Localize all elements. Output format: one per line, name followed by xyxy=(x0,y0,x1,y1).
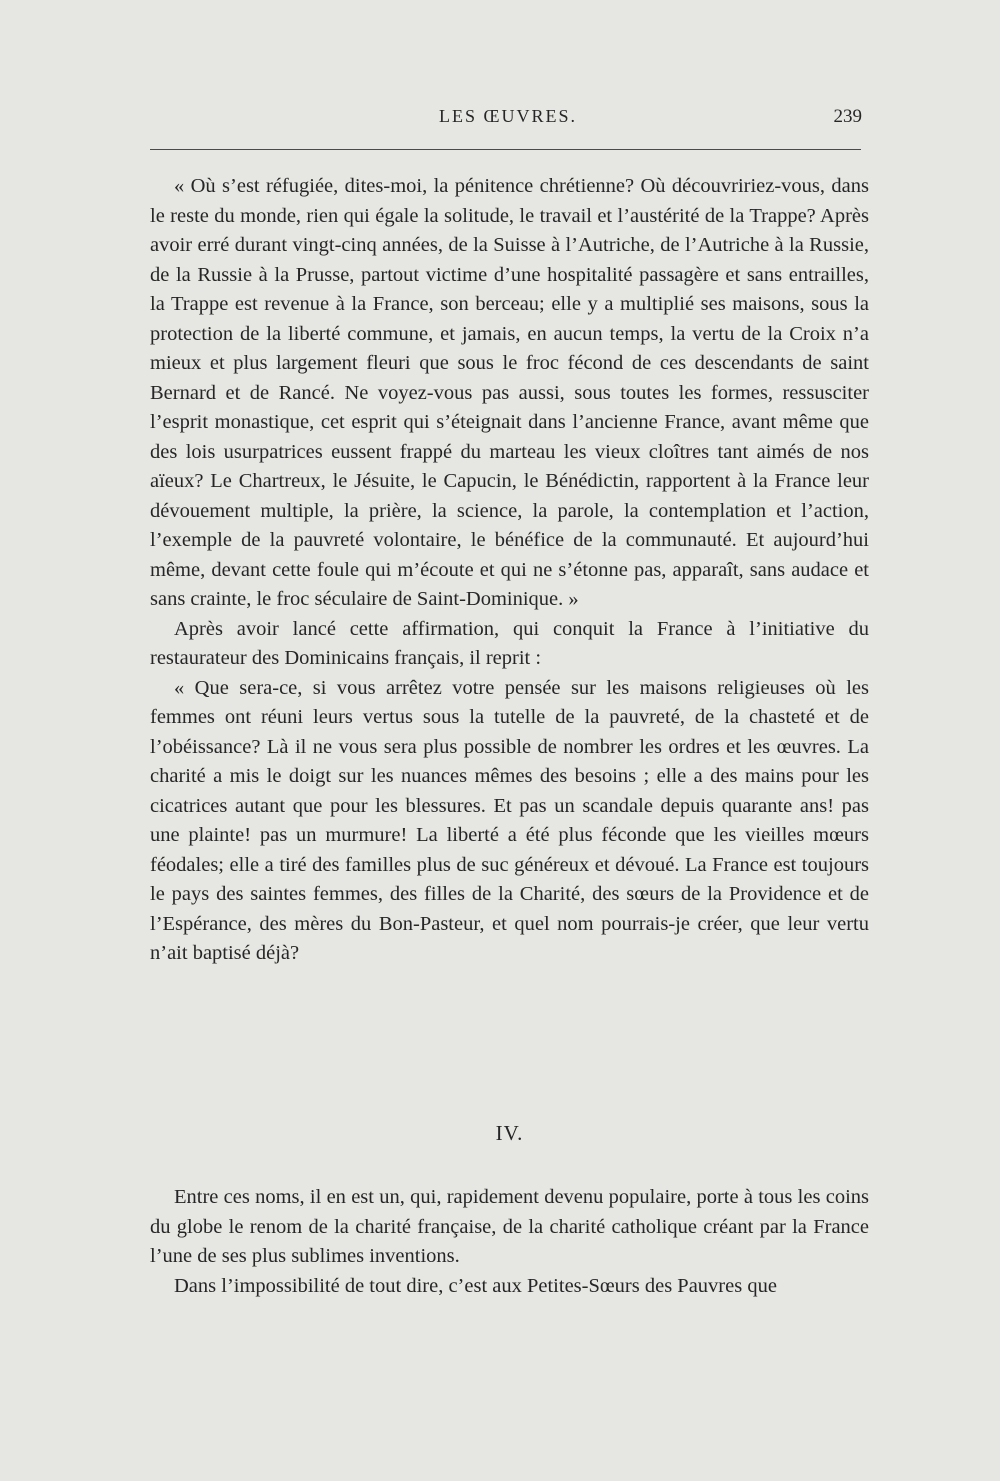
body-text xyxy=(150,172,869,969)
page-number: 239 xyxy=(833,106,862,127)
paragraph: Dans l’impossibilité de tout dire, c’est aux Petites-Sœurs des Pauvres que xyxy=(174,1274,777,1297)
running-head xyxy=(150,103,866,133)
paragraph: « Où s’est réfugiée, dites-moi, la pénitence chrétienne? Où découvririez-vous, dans le reste du monde, rien qui égale la solitude, le travail et l’austérité de la Trappe? Après avoir erré durant vingt-cinq années, de la Suisse à l’Autriche, de l’Autriche à la Russie, de la Russie à la Prusse, partout victime d’une hospitalité passagère et sans entrailles, la Trappe est revenue à la France, son berceau; elle y a multiplié ses maisons, sous la protection de la liberté commune, et jamais, en aucun temps, la vertu de la Croix n’a mieux et plus largement fleuri que sous le froc fécond de ces descendants de saint Bernard et de Rancé. Ne voyez-vous pas aussi, sous toutes les formes, ressusciter l’esprit monastique, cet esprit qui s’éteignait dans l’ancienne France, avant même que des lois usurpatrices eussent frappé du marteau les vieux cloîtres tant aimés de nos aïeux? Le Chartreux, le Jésuite, le Capucin, le Bénédictin, rapportent à la France leur dévouement multiple, la prière, la science, la parole, la contemplation et l’action, l’exemple de la pauvreté volontaire, le bénéfice de la communauté. Et aujourd’hui même, devant cette foule qui m’écoute et qui ne s’étonne pas, apparaît, sans audace et sans crainte, le froc séculaire de Saint-Dominique. » xyxy=(150,175,869,610)
paragraph: « Que sera-ce, si vous arrêtez votre pensée sur les maisons religieuses où les femmes ont réuni leurs vertus sous la tutelle de la pauvreté, de la chasteté et de l’obéissance? Là il ne vous sera plus possible de nombrer les ordres et les œuvres. La charité a mis le doigt sur les nuances mêmes des besoins ; elle a des mains pour les cicatrices autant que pour les blessures. Et pas un scandale depuis quarante ans! pas une plainte! pas un murmure! La liberté a été plus féconde que les vieilles mœurs féodales; elle a tiré des familles plus de suc généreux et dévoué. La France est toujours le pays des saintes femmes, des filles de la Charité, des sœurs de la Providence et de l’Espérance, des mères du Bon-Pasteur, et quel nom pourrais-je créer, que leur vertu n’ait baptisé déjà? xyxy=(150,676,869,964)
header-rule xyxy=(150,149,861,150)
paragraph: Après avoir lancé cette affirmation, qui conquit la France à l’initiative du restaurateur des Dominicains français, il reprit : xyxy=(150,617,869,669)
running-title: LES ŒUVRES. xyxy=(438,106,577,126)
body-text-continued xyxy=(150,1183,869,1301)
section-number: IV. xyxy=(495,1121,524,1145)
paragraph: Entre ces noms, il en est un, qui, rapidement devenu populaire, porte à tous les coins du globe le renom de la charité française, de la charité catholique créant par la France l’une de ses plus sublimes inventions. xyxy=(150,1186,869,1267)
